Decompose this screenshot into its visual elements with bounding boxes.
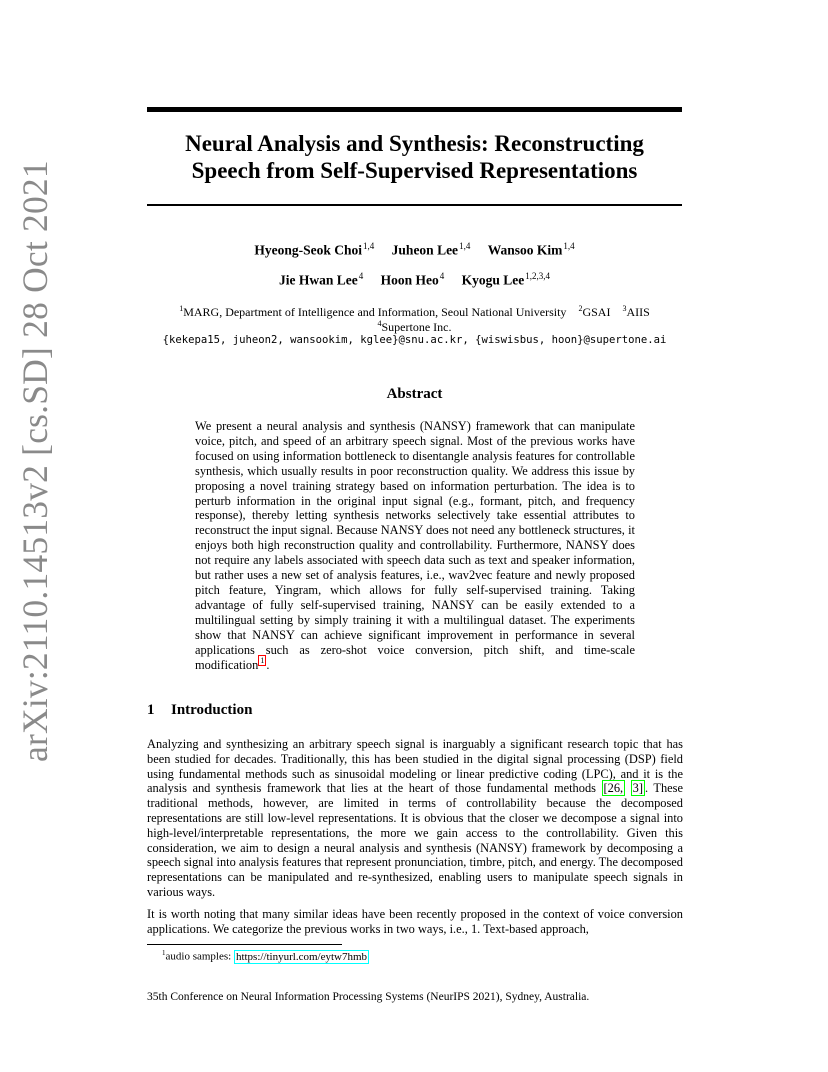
arxiv-identifier: arXiv:2110.14513v2 [cs.SD] 28 Oct 2021 [15, 160, 55, 762]
intro-paragraph-1: Analyzing and synthesizing an arbitrary speech signal is inarguably a significant research topic that has been studied for decades. Traditionally, this has been studied in the digital signal processing (DSP) field using fundamental methods such as sinusoidal modeling or linear predictive coding (LPC), and it is the analysis and synthesis framework that lies at the heart of those fundamental methods [26, 3] . These traditional methods, however, are limited in terms of controllability because the decomposed representations are still low-level representations. It is obvious that the closer we decompose a signal into high-level/interpretable representations, the more we gain access to the controllability. Given this consideration, we aim to design a neural analysis and synthesis (NANSY) framework by decomposing a speech signal into analysis features that represent pronunciation, timbre, pitch, and energy. The decomposed representations can be manipulated and re-synthesized, enabling users to manipulate speech signals in various ways. [147, 737, 683, 899]
citation-link-3[interactable]: 3] [632, 781, 643, 796]
author: Juheon Lee$^{1,4}$ [391, 241, 471, 258]
audio-samples-link[interactable]: https://tinyurl.com/eytw7hmb [235, 950, 368, 963]
author-emails: {kekepa15, juheon2, wansookim, kglee}@snu.ac.kr, {wiswisbus, hoon}@supertone.ai [162, 334, 667, 346]
title-line-2: Speech from Self-Supervised Representations [191, 158, 638, 183]
author-row-1 [147, 241, 682, 259]
title-line-1: Neural Analysis and Synthesis: Reconstructing [185, 131, 644, 156]
affiliations-line-2: $^4$Supertone Inc. [377, 319, 452, 334]
footnote-divider [147, 944, 342, 945]
abstract-heading: Abstract [386, 386, 443, 402]
affiliation-marg: MARG, Department of Intelligence and Information, Seoul National University [183, 305, 567, 319]
author: Hoon Heo$^4$ [380, 271, 445, 288]
title-top-rule [147, 107, 682, 112]
affiliation-gsai: GSAI [582, 305, 611, 319]
author-row-2 [147, 271, 682, 289]
affiliation-aiis: AIIS [626, 305, 650, 319]
footnote-link-1[interactable]: 1 [260, 656, 265, 666]
section-heading-introduction: 1 Introduction [147, 702, 253, 718]
footnote: $^1$audio samples: https://tinyurl.com/eytw7hmb [162, 949, 368, 963]
title-bottom-rule [147, 204, 682, 206]
conference-note: 35th Conference on Neural Information Processing Systems (NeurIPS 2021), Sydney, Australia. [147, 991, 590, 1003]
paper-title [147, 130, 682, 184]
affiliation-supertone: Supertone Inc. [381, 320, 452, 334]
intro-paragraph-2: It is worth noting that many similar ideas have been recently proposed in the context of voice conversion applications. We categorize the previous works in two ways, i.e., 1. Text-based approach, [147, 907, 683, 936]
abstract-body: We present a neural analysis and synthesis (NANSY) framework that can manipulate voice, pitch, and speed of an arbitrary speech signal. Most of the previous works have focused on using information bottleneck to disentangle analysis features for controllable synthesis, which usually results in poor reconstruction quality. We address this issue by proposing a novel training strategy based on information perturbation. The idea is to perturb information in the original input signal (e.g., formant, pitch, and frequency response), thereby letting synthesis networks selectively take essential attributes to reconstruct the input signal. Because NANSY does not need any bottleneck structures, it enjoys both high reconstruction quality and controllability. Furthermore, NANSY does not require any labels associated with speech data such as text and speaker information, but rather uses a new set of analysis features, i.e., wav2vec feature and newly proposed pitch feature, Yingram, which allows for fully self-supervised training. Taking advantage of fully self-supervised training, NANSY can be easily extended to a multilingual setting by simply training it with a multilingual dataset. The experiments show that NANSY can achieve significant improvement in performance in several applications such as zero-shot voice conversion, pitch shift, and time-scale modification $^1$ . [195, 419, 635, 672]
affiliations-line-1: $^1$MARG, Department of Intelligence and Information, Seoul National University $^2$GSAI $^3$AIIS [179, 304, 650, 319]
author: Wansoo Kim$^{1,4}$ [487, 241, 575, 258]
citation-link-26[interactable]: [26, [603, 781, 624, 796]
author: Kyogu Lee$^{1,2,3,4}$ [461, 271, 550, 288]
author: Jie Hwan Lee$^4$ [278, 271, 364, 288]
author: Hyeong-Seok Choi$^{1,4}$ [254, 241, 375, 258]
